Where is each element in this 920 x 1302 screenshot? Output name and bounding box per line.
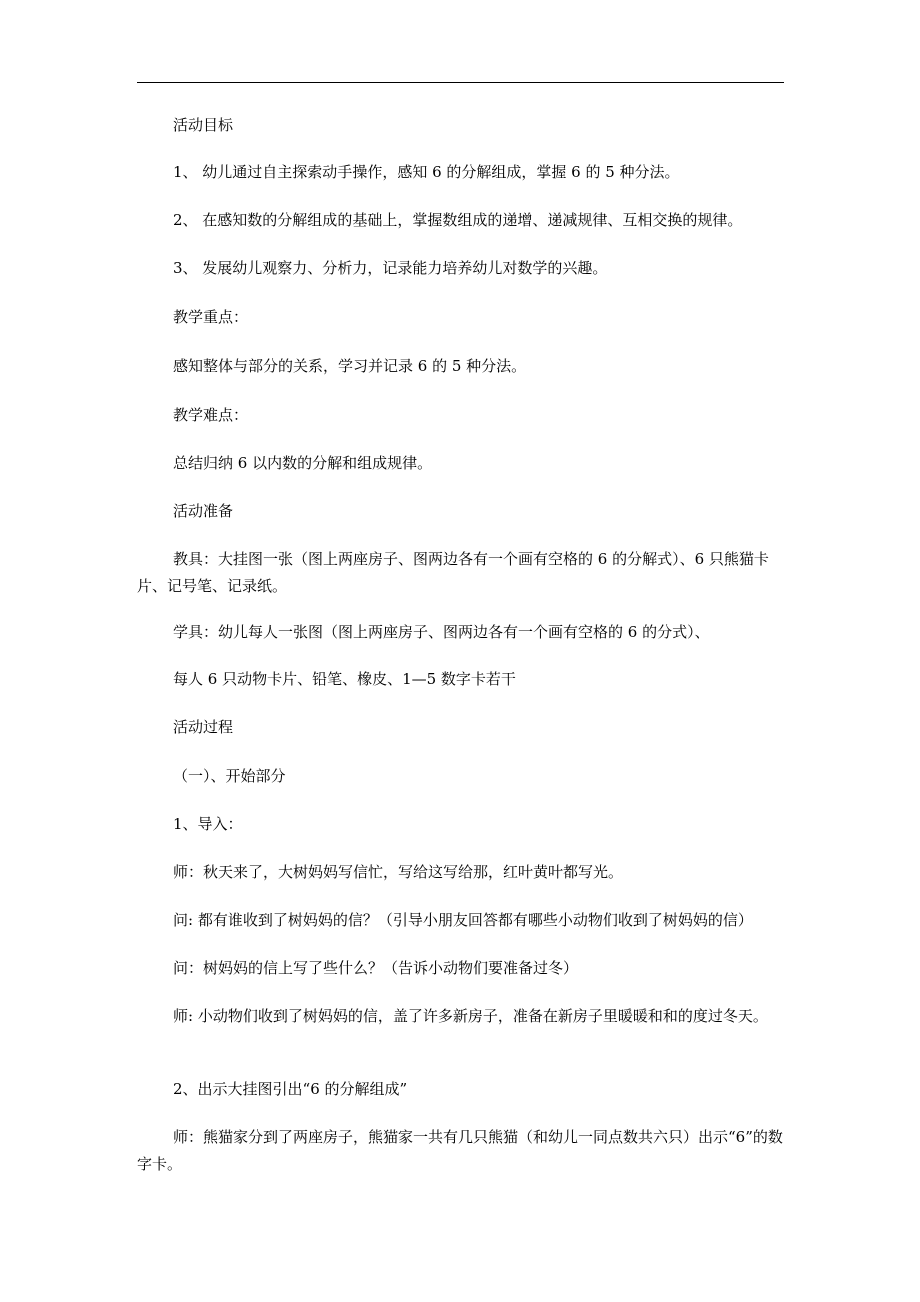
question-line-1: 问: 都有谁收到了树妈妈的信？（引导小朋友回答都有哪些小动物们收到了树妈妈的信） [173,911,753,929]
learning-aids-continued: 每人 6 只动物卡片、铅笔、橡皮、1—5 数字卡若干 [173,670,516,688]
teaching-difficulty-text: 总结归纳 6 以内数的分解和组成规律。 [173,454,433,472]
teacher-line-2: 师: 小动物们收到了树妈妈的信，盖了许多新房子，准备在新房子里暖暖和和的度过冬天。 [173,1007,768,1025]
learning-aids-text: 学具：幼儿每人一张图（图上两座房子、图两边各有一个画有空格的 6 的分式）、 [173,623,710,641]
teacher-line-3: 师：熊猫家分到了两座房子，熊猫家一共有几只熊猫（和幼儿一同点数共六只）出示“6”的数字卡。 [137,1128,783,1173]
heading-teaching-focus: 教学重点： [173,308,249,326]
question-line-2: 问：树妈妈的信上写了些什么？（告诉小动物们要准备过冬） [173,959,579,977]
step-introduction: 1、导入： [173,815,243,833]
heading-activity-goals: 活动目标 [173,116,234,134]
heading-activity-preparation: 活动准备 [173,502,234,520]
heading-teaching-difficulty: 教学难点： [173,406,249,424]
step-show-chart: 2、出示大挂图引出“6 的分解组成” [173,1080,408,1098]
goal-item-2: 2、 在感知数的分解组成的基础上，掌握数组成的递增、递减规律、互相交换的规律。 [173,211,743,229]
goal-item-1: 1、 幼儿通过自主探索动手操作，感知 6 的分解组成，掌握 6 的 5 种分法。 [173,163,680,181]
teaching-aids-text: 教具：大挂图一张（图上两座房子、图两边各有一个画有空格的 6 的分解式）、6 只熊猫卡片、记号笔、记录纸。 [137,550,769,595]
section-opening: （一）、开始部分 [173,767,286,785]
heading-activity-process: 活动过程 [173,718,234,736]
teacher-line-1: 师：秋天来了，大树妈妈写信忙，写给这写给那，红叶黄叶都写光。 [173,863,624,881]
goal-item-3: 3、 发展幼儿观察力、分析力，记录能力培养幼儿对数学的兴趣。 [173,259,608,277]
header-rule [137,82,784,83]
teaching-focus-text: 感知整体与部分的关系，学习并记录 6 的 5 种分法。 [173,357,527,375]
